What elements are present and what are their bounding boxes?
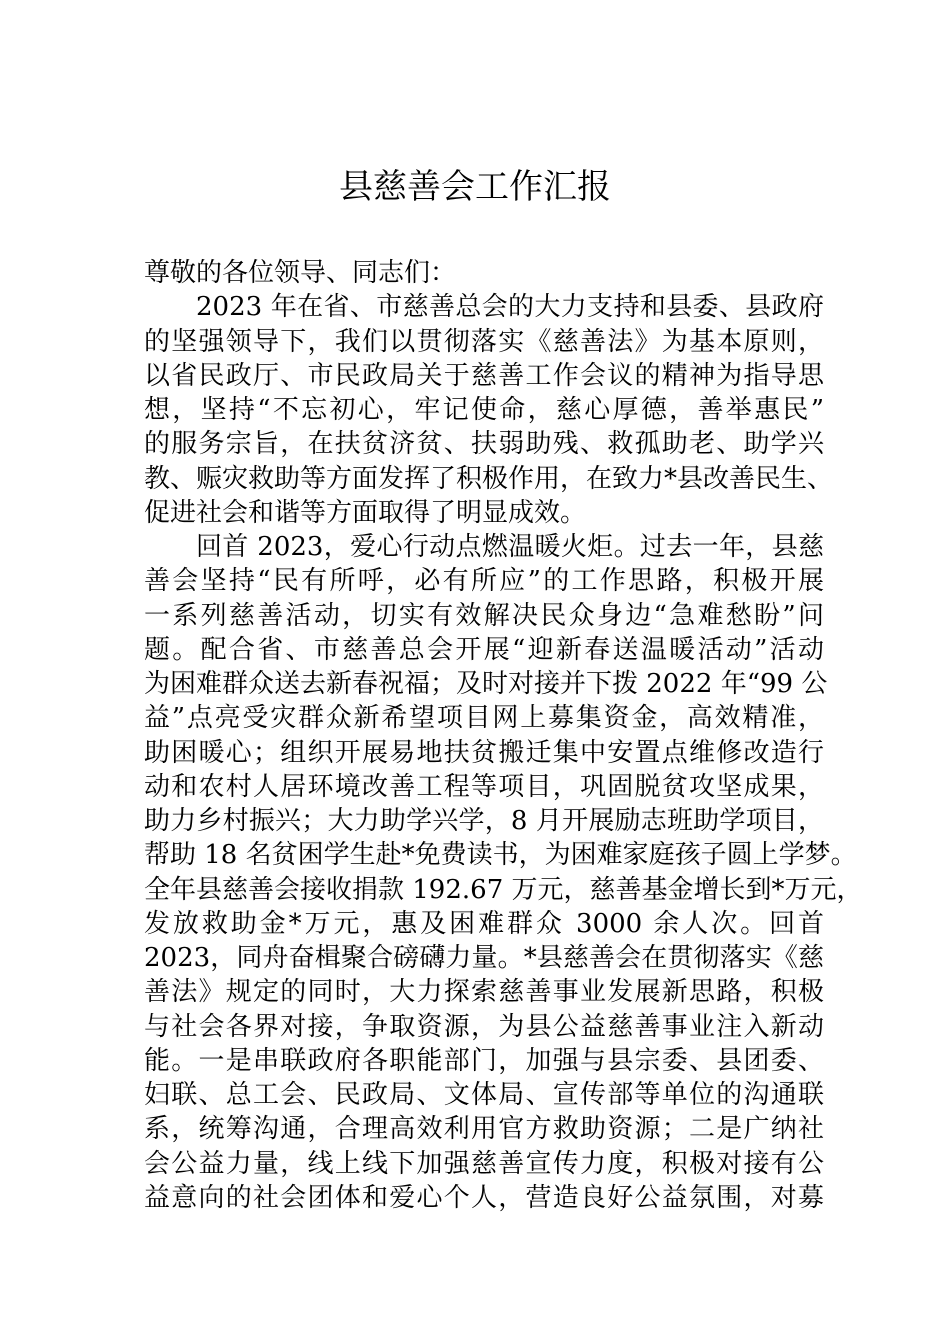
body-line: 与社会各界对接，争取资源，为县公益慈善事业注入新动 bbox=[144, 1011, 824, 1042]
document-body bbox=[144, 256, 863, 1215]
body-line: 善会坚持“民有所呼，必有所应”的工作思路，积极开展 bbox=[144, 566, 824, 597]
body-line: 的服务宗旨，在扶贫济贫、扶弱助残、救孤助老、助学兴 bbox=[144, 429, 824, 460]
body-line: 系，统筹沟通，合理高效利用官方救助资源；二是广纳社 bbox=[144, 1114, 824, 1145]
body-line: 动和农村人居环境改善工程等项目，巩固脱贫攻坚成果， bbox=[144, 771, 824, 802]
body-line: 发放救助金*万元，惠及困难群众 3000 余人次。回首 bbox=[144, 908, 824, 939]
body-line: 助困暖心；组织开展易地扶贫搬迁集中安置点维修改造行 bbox=[144, 737, 824, 768]
body-line: 的坚强领导下，我们以贯彻落实《慈善法》为基本原则， bbox=[144, 326, 824, 357]
body-line: 益意向的社会团体和爱心个人，营造良好公益氛围，对募 bbox=[144, 1182, 824, 1213]
body-line: 以省民政厅、市民政局关于慈善工作会议的精神为指导思 bbox=[144, 360, 824, 391]
body-line: 回首 2023，爱心行动点燃温暖火炬。过去一年，县慈 bbox=[196, 532, 824, 562]
body-line: 2023 年在省、市慈善总会的大力支持和县委、县政府 bbox=[196, 292, 824, 323]
body-line: 教、赈灾救助等方面发挥了积极作用，在致力*县改善民生、 bbox=[144, 463, 834, 494]
body-line: 会公益力量，线上线下加强慈善宣传力度，积极对接有公 bbox=[144, 1148, 824, 1179]
body-line: 助力乡村振兴；大力助学兴学，8 月开展励志班助学项目， bbox=[144, 806, 824, 836]
body-line: 能。一是串联政府各职能部门，加强与县宗委、县团委、 bbox=[144, 1045, 824, 1076]
body-line: 妇联、总工会、民政局、文体局、宣传部等单位的沟通联 bbox=[144, 1080, 824, 1110]
body-line: 益”点亮受灾群众新希望项目网上募集资金，高效精准， bbox=[144, 703, 824, 734]
body-line: 题。配合省、市慈善总会开展“迎新春送温暖活动”活动 bbox=[144, 634, 824, 665]
body-line: 促进社会和谐等方面取得了明显成效。 bbox=[144, 497, 587, 528]
body-line: 帮助 18 名贫困学生赴*免费读书，为困难家庭孩子圆上学梦。 bbox=[144, 840, 857, 871]
body-line: 尊敬的各位领导、同志们： bbox=[144, 258, 457, 288]
document-title: 县慈善会工作汇报 bbox=[339, 167, 611, 207]
body-line: 2023，同舟奋楫聚合磅礴力量。*县慈善会在贯彻落实《慈 bbox=[144, 943, 824, 973]
body-line: 一系列慈善活动，切实有效解决民众身边“急难愁盼”问 bbox=[144, 600, 824, 631]
body-line: 想，坚持“不忘初心，牢记使命，慈心厚德，善举惠民” bbox=[144, 395, 824, 425]
body-line: 为困难群众送去新春祝福；及时对接并下拨 2022 年“99 公 bbox=[144, 669, 828, 699]
body-line: 全年县慈善会接收捐款 192.67 万元，慈善基金增长到*万元， bbox=[144, 874, 863, 905]
body-line: 善法》规定的同时，大力探索慈善事业发展新思路，积极 bbox=[144, 977, 824, 1008]
